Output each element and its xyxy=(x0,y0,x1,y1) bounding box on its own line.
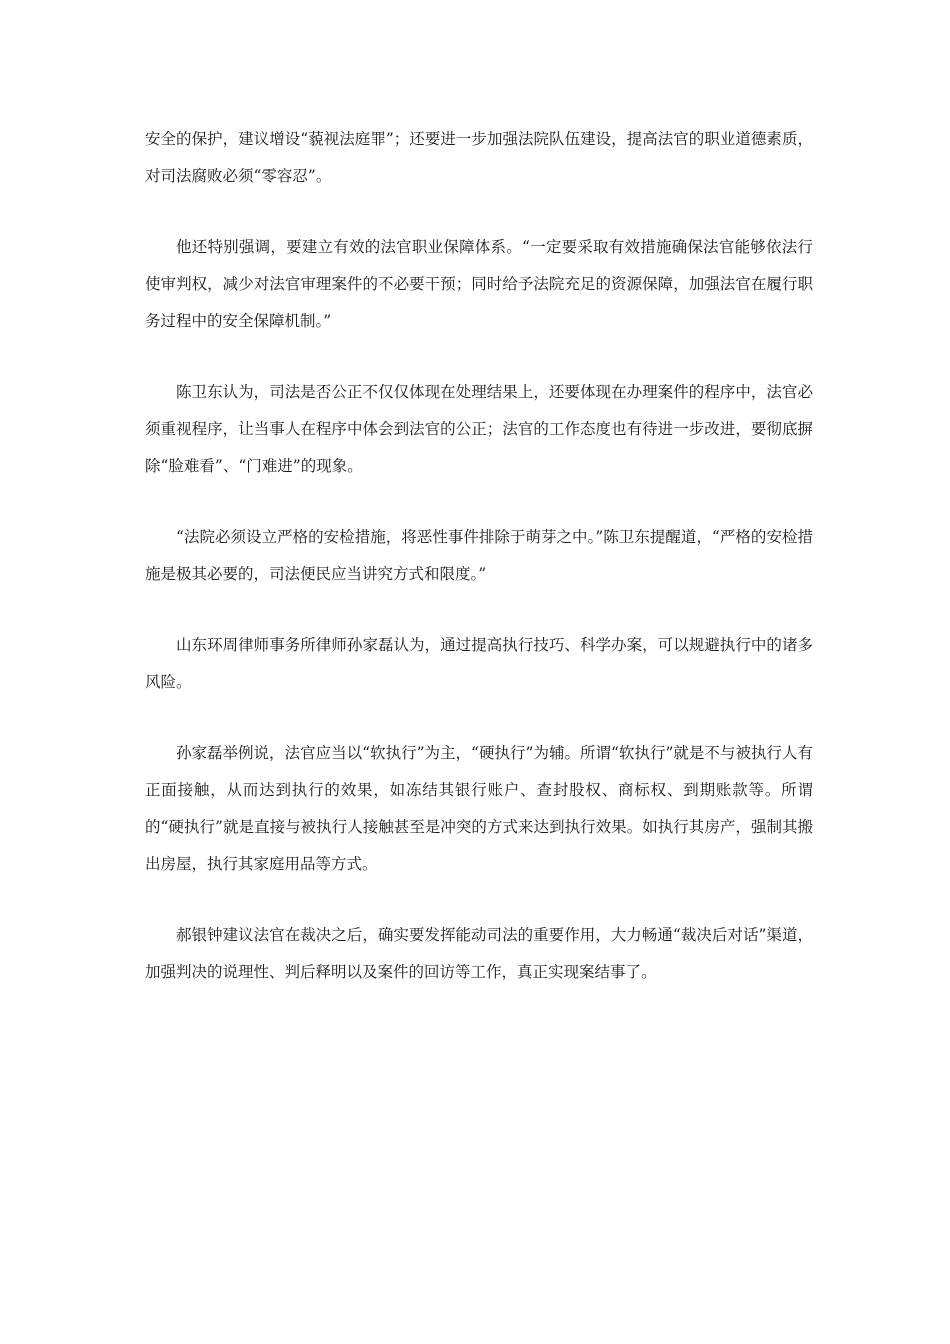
document-body xyxy=(145,121,813,1025)
paragraph-7: 郝银钟建议法官在裁决之后，确实要发挥能动司法的重要作用，大力畅通“裁决后对话”渠道，加强判决的说理性、判后释明以及案件的回访等工作，真正实现案结事了。 xyxy=(145,926,813,981)
paragraph-4: “法院必须设立严格的安检措施，将恶性事件排除于萌芽之中。”陈卫东提醒道，“严格的安检措施是极其必要的，司法便民应当讲究方式和限度。” xyxy=(145,528,813,583)
paragraph-3: 陈卫东认为，司法是否公正不仅仅体现在处理结果上，还要体现在办理案件的程序中，法官必须重视程序，让当事人在程序中体会到法官的公正；法官的工作态度也有待进一步改进，要彻底摒除“脸难看”、“门难进”的现象。 xyxy=(145,383,813,475)
paragraph-1: 安全的保护，建议增设“藐视法庭罪”；还要进一步加强法院队伍建设，提高法官的职业道德素质，对司法腐败必须“零容忍”。 xyxy=(145,130,813,185)
paragraph-6: 孙家磊举例说，法官应当以“软执行”为主，“硬执行”为辅。所谓“软执行”就是不与被执行人有正面接触，从而达到执行的效果，如冻结其银行账户、查封股权、商标权、到期账款等。所谓的“硬执行”就是直接与被执行人接触甚至是冲突的方式来达到执行效果。如执行其房产，强制其搬出房屋，执行其家庭用品等方式。 xyxy=(145,744,813,873)
paragraph-5: 山东环周律师事务所律师孙家磊认为，通过提高执行技巧、科学办案，可以规避执行中的诸多风险。 xyxy=(145,636,813,691)
paragraph-2: 他还特别强调，要建立有效的法官职业保障体系。“一定要采取有效措施确保法官能够依法行使审判权，减少对法官审理案件的不必要干预；同时给予法院充足的资源保障，加强法官在履行职务过程中的安全保障机制。” xyxy=(145,238,813,330)
